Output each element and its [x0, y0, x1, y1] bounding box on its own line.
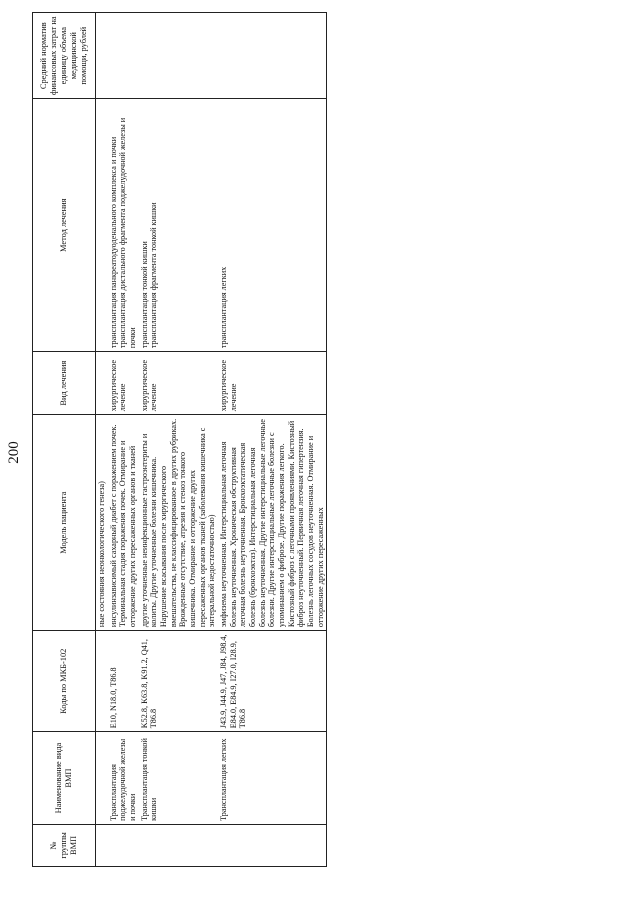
cell-type: хирургическое лечение	[139, 352, 218, 415]
header-cost: Средний норматив финансовых затрат на единицу объема медицинской помощи, рублей	[33, 13, 96, 99]
cell-cost	[108, 13, 139, 99]
cell-cost	[96, 13, 108, 99]
cell-model: инсулинзависимый сахарный диабет с поражением почек. Терминальная стадия поражения почек. Отмирание и отторжение других пересаженных органов и тканей	[108, 415, 139, 631]
cell-group	[218, 824, 327, 866]
cell-type: хирургическое лечение	[218, 352, 327, 415]
cell-name: Трансплантация легких	[218, 732, 327, 825]
cell-name	[96, 732, 108, 825]
cell-cost	[139, 13, 218, 99]
cell-model: эмфизема неуточненная. Интерстициальная легочная болезнь неуточненная. Хроническая обструктивная легочная болезнь неуточненная. Бронхоэктатическая болезнь (бронхоэктаз). Интерстициальная легочная болезнь неуточненная. Другие интерстициальные легочные болезни. Другие интерстициальные легочные болезни с упоминанием о фиброзе. Другие поражения легкого. Кистозный фиброз с легочными проявлениями. Кистозный фиброз неуточненный. Первичная легочная гипертензия. Болезнь легочных сосудов неуточненная. Отмирание и отторжение других пересаженных	[218, 415, 327, 631]
cell-name: Трансплантация поджелудочной железы и почки	[108, 732, 139, 825]
table-row	[218, 13, 327, 867]
cell-model: ные состояния неонкологического генеза)	[96, 415, 108, 631]
cell-group	[108, 824, 139, 866]
vmp-table	[32, 12, 327, 867]
header-model: Модель пациента	[33, 415, 96, 631]
table-row	[96, 13, 108, 867]
cell-method	[96, 99, 108, 352]
cell-codes: K52.8, K63.8, K91.2, Q41, T86.8	[139, 631, 218, 732]
cell-cost	[218, 13, 327, 99]
cell-method: трансплантация панкреатодуоденального комплекса и почки трансплантация дистального фрагмента поджелудочной железы и почки	[108, 99, 139, 352]
header-type: Вид лечения	[33, 352, 96, 415]
cell-codes: E10, N18.0, T86.8	[108, 631, 139, 732]
cell-model: другие уточненные неинфекционные гастроэнтериты и колиты. Другие уточненные болезни кишечника. Нарушение всасывания после хирургического вмешательства, не классифицированное в других рубриках. Врожденные отсутствие, атрезия и стеноз тонкого кишечника. Отмирание и отторжение других пересаженных органов тканей (заболевания кишечника с энтеральной недостаточностью)	[139, 415, 218, 631]
cell-group	[139, 824, 218, 866]
table-row	[108, 13, 139, 867]
table-row	[139, 13, 218, 867]
header-name: Наименование вида ВМП	[33, 732, 96, 825]
cell-method: трансплантация легких	[218, 99, 327, 352]
cell-codes: J43.9, J44.9, J47, J84, J98.4, E84.0, E84.9, I27.0, I28.9, T86.8	[218, 631, 327, 732]
header-codes: Коды по МКБ-102	[33, 631, 96, 732]
page-number: 200	[6, 441, 22, 464]
header-group: № группы ВМП	[33, 824, 96, 866]
table-header-row	[33, 13, 96, 867]
cell-name: Трансплантация тонкой кишки	[139, 732, 218, 825]
cell-codes	[96, 631, 108, 732]
cell-type: хирургическое лечение	[108, 352, 139, 415]
header-method: Метод лечения	[33, 99, 96, 352]
cell-type	[96, 352, 108, 415]
cell-group	[96, 824, 108, 866]
cell-method: трансплантация тонкой кишки трансплантация фрагмента тонкой кишки	[139, 99, 218, 352]
